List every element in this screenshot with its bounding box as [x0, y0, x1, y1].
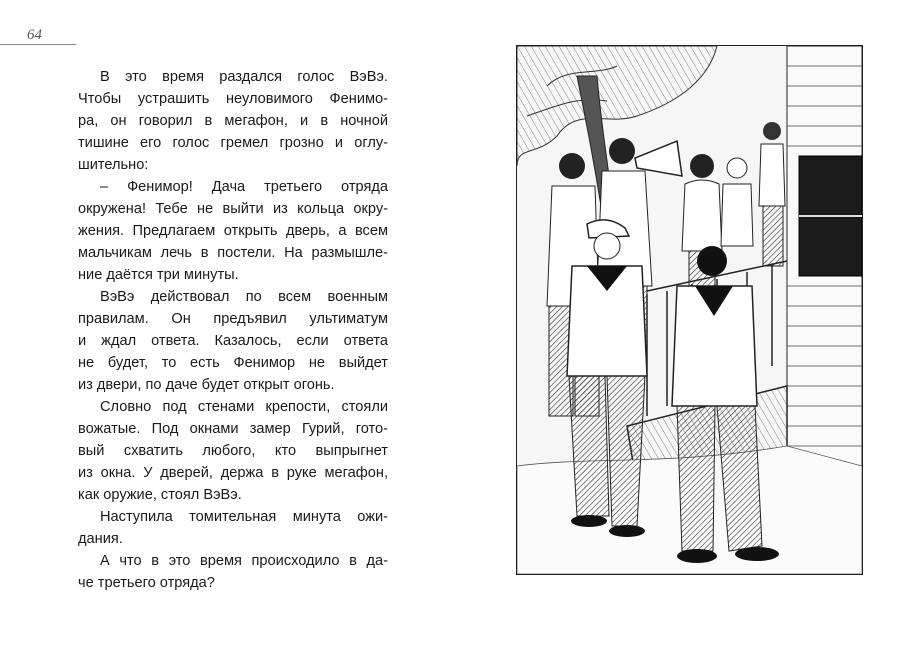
text-line: не будет, то есть Фенимор не выйдет: [78, 355, 388, 371]
text-line: Чтобы устрашить неуловимого Фенимо-: [78, 91, 388, 107]
text-line: из окна. У дверей, держа в руке мегафон,: [78, 465, 388, 481]
text-line: жения. Предлагаем открыть дверь, а всем: [78, 223, 388, 239]
boy-on-porch-figure: [759, 122, 785, 266]
illustration-drawing: [517, 46, 862, 574]
text-line: вожатые. Под окнами замер Гурий, гото-: [78, 421, 388, 437]
text-line: В это время раздался голос ВэВэ.: [100, 69, 388, 85]
paragraph: [78, 176, 388, 286]
illustration: [516, 45, 863, 575]
paragraph: [78, 66, 388, 176]
paragraph: [78, 506, 388, 550]
pioneer-girl-figure: [721, 158, 753, 246]
text-line: вый схватить любого, кто выпрыгнет: [78, 443, 388, 459]
text-line: тишине его голос гремел грозно и оглу-: [78, 135, 388, 151]
text-line: ВэВэ действовал по всем военным: [100, 289, 388, 305]
header-rule: [0, 44, 76, 45]
text-line: мальчикам лечь в постели. На размышле-: [78, 245, 388, 261]
text-line: ра, он говорил в мегафон, и в ночной: [78, 113, 388, 129]
paragraph: [78, 396, 388, 506]
text-line: дания.: [78, 531, 123, 547]
text-line: ние даётся три минуты.: [78, 267, 239, 283]
text-line: че третьего отряда?: [78, 575, 215, 591]
text-line: как оружие, стоял ВэВэ.: [78, 487, 242, 503]
text-line: А что в это время происходило в да-: [100, 553, 388, 569]
text-line: – Фенимор! Дача третьего отряда: [100, 179, 388, 195]
page-number: 64: [27, 27, 42, 43]
paragraph: [78, 286, 388, 396]
text-line: шительно:: [78, 157, 149, 173]
body-text: [78, 66, 388, 594]
boy-in-cap-figure: [567, 220, 647, 537]
text-line: окружена! Тебе не выйти из кольца окру-: [78, 201, 388, 217]
text-line: правилам. Он предъявил ультиматум: [78, 311, 388, 327]
text-line: из двери, по даче будет открыт огонь.: [78, 377, 335, 393]
text-line: Наступила томительная минута ожи-: [100, 509, 388, 525]
paragraph: [78, 550, 388, 594]
text-line: и ждал ответа. Казалось, если ответа: [78, 333, 388, 349]
text-line: Словно под стенами крепости, стояли: [100, 399, 388, 415]
